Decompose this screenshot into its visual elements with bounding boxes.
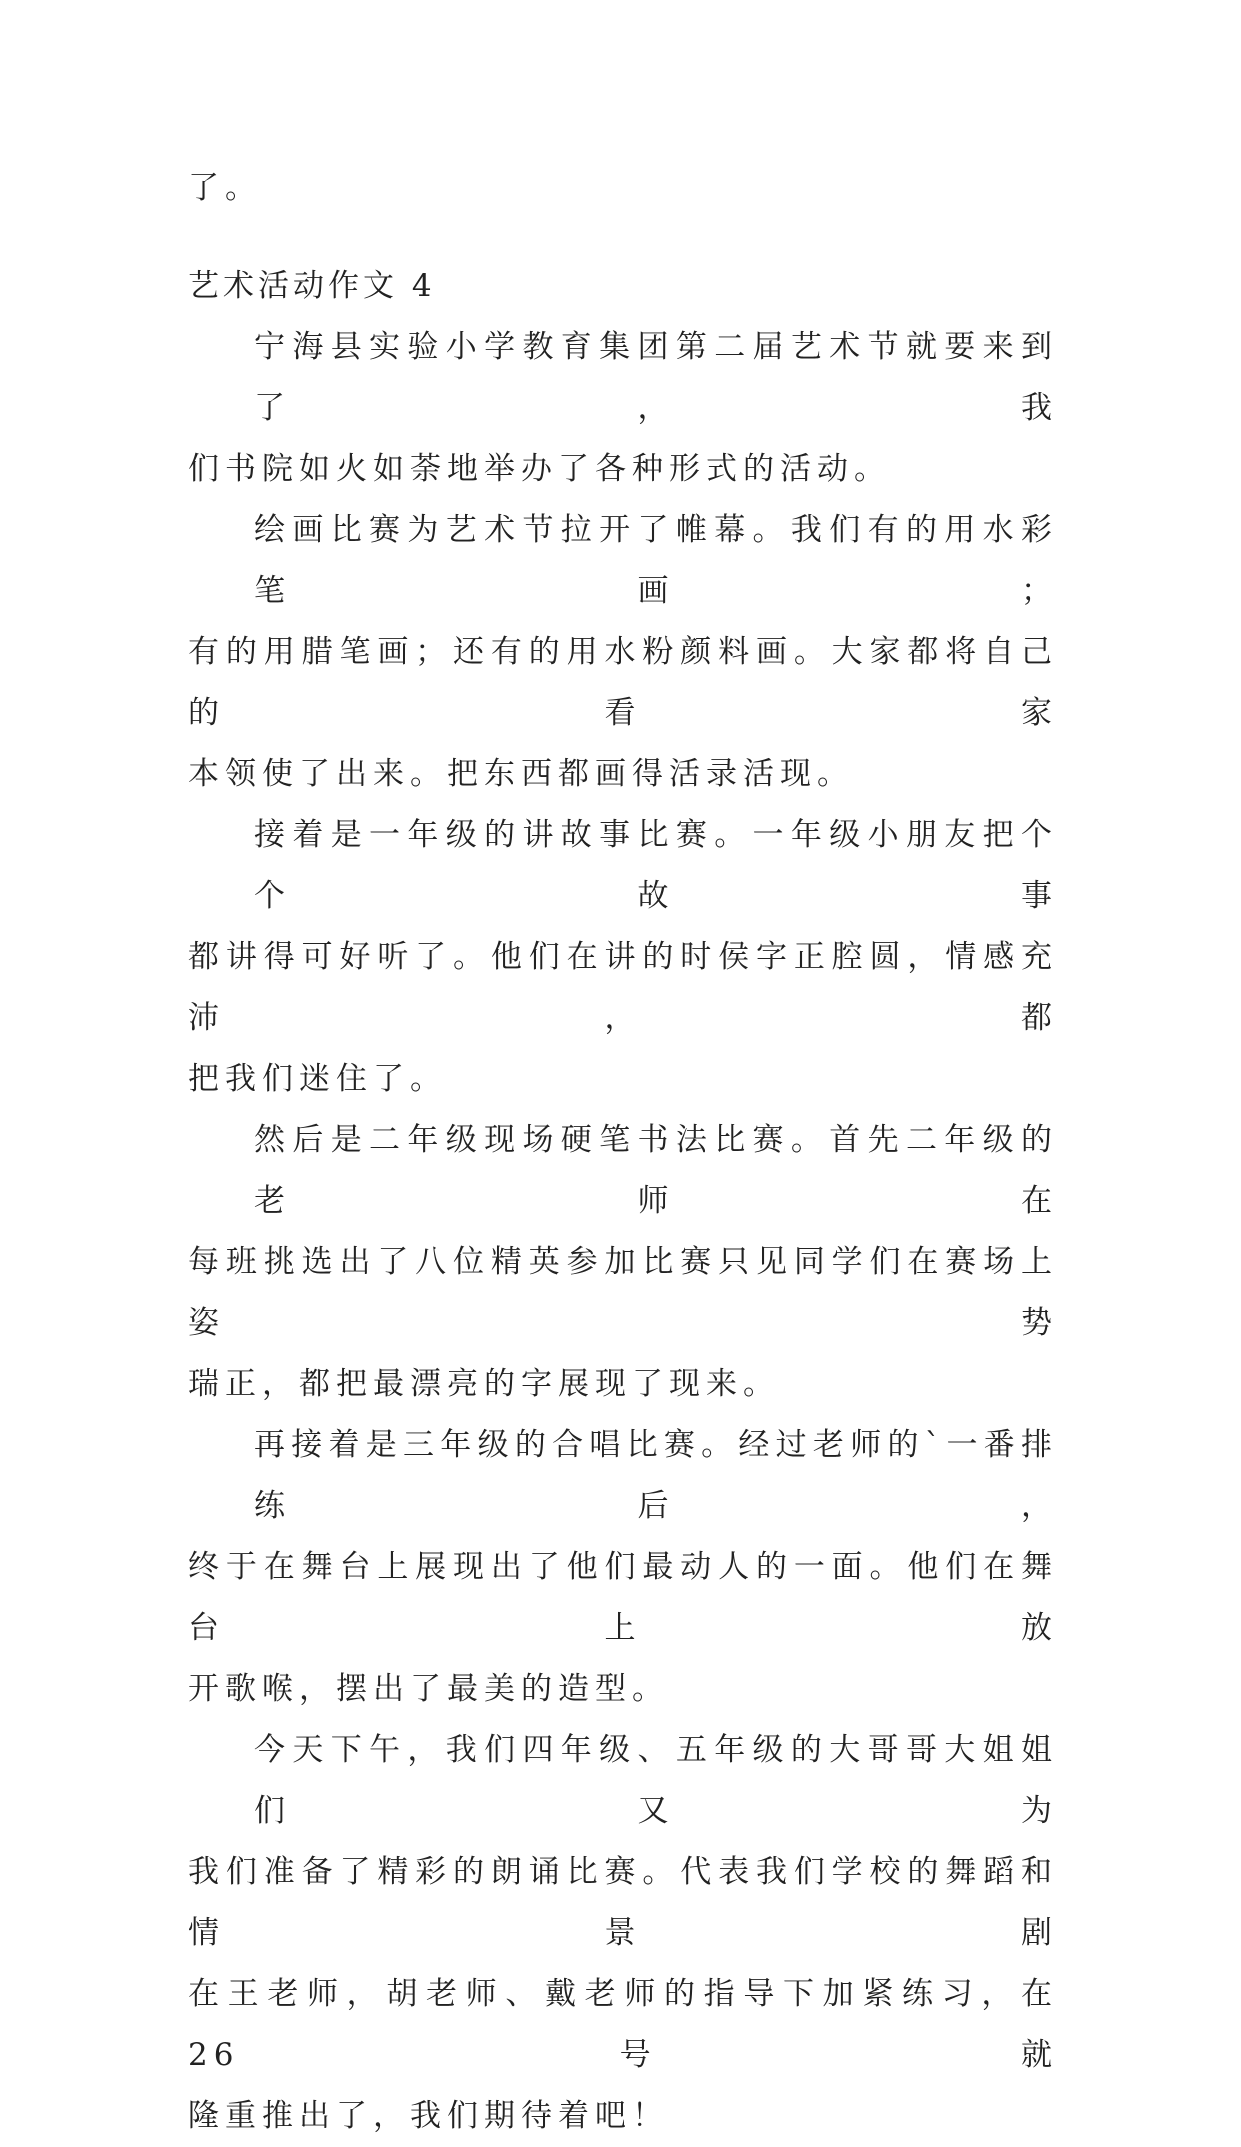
paragraph-line: 都讲得可好听了。他们在讲的时侯字正腔圆，情感充沛，都 [188,939,1058,1036]
paragraph-line: 接着是一年级的讲故事比赛。一年级小朋友把个个故事 [254,817,1058,914]
paragraph-line: 瑞正，都把最漂亮的字展现了现来。 [188,1366,780,1402]
paragraph-line: 宁海县实验小学教育集团第二届艺术节就要来到了，我 [254,329,1058,426]
paragraph-line: 今天下午，我们四年级、五年级的大哥哥大姐姐们又为 [254,1732,1058,1829]
paragraph-line: 绘画比赛为艺术节拉开了帷幕。我们有的用水彩笔画； [254,512,1058,609]
paragraph-line: 有的用腊笔画；还有的用水粉颜料画。大家都将自己的看家 [188,634,1058,731]
carryover-text: 了。 [188,170,262,206]
paragraph-line: 终于在舞台上展现出了他们最动人的一面。他们在舞台上放 [188,1549,1058,1646]
paragraph-line: 把我们迷住了。 [188,1061,447,1097]
paragraph-line: 每班挑选出了八位精英参加比赛只见同学们在赛场上姿势 [188,1244,1058,1341]
paragraph-2 [188,500,1058,805]
section-title: 艺术活动作文 4 [188,268,436,304]
paragraph-line: 们书院如火如荼地举办了各种形式的活动。 [188,451,891,487]
paragraph-5 [188,1415,1058,1720]
document-page [188,158,1058,2147]
paragraph-line: 然后是二年级现场硬笔书法比赛。首先二年级的老师在 [254,1122,1058,1219]
paragraph-1 [188,317,1058,500]
paragraph-line: 再接着是三年级的合唱比赛。经过老师的`一番排练后， [254,1427,1058,1524]
paragraph-line: 开歌喉，摆出了最美的造型。 [188,1671,669,1707]
paragraph-3 [188,805,1058,1110]
paragraph-line: 隆重推出了，我们期待着吧！ [188,2098,669,2134]
paragraph-line: 本领使了出来。把东西都画得活录活现。 [188,756,854,792]
paragraph-4 [188,1110,1058,1415]
paragraph-line: 我们准备了精彩的朗诵比赛。代表我们学校的舞蹈和情景剧 [188,1854,1058,1951]
paragraph-line: 在王老师，胡老师、戴老师的指导下加紧练习，在 26 号就 [188,1976,1058,2073]
paragraph-6 [188,1720,1058,2147]
